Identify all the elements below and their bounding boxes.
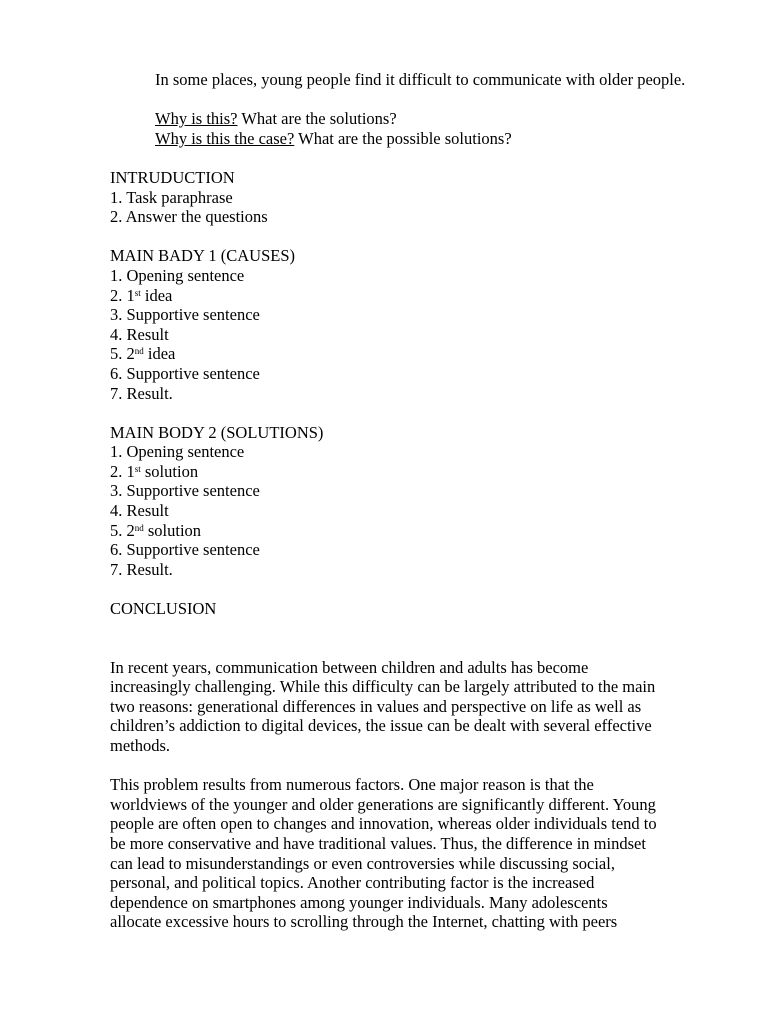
essay-line: allocate excessive hours to scrolling through the Internet, chatting with peers: [110, 912, 618, 932]
outline-item: 6. Supportive sentence: [110, 363, 260, 383]
outline-item: 1. Opening sentence: [110, 442, 245, 462]
outline-item: 1. Task paraphrase: [110, 187, 233, 207]
outline-item: 4. Result: [110, 501, 169, 521]
document-page: [110, 70, 712, 932]
question-rest: What are the possible solutions?: [294, 128, 512, 148]
essay-line: dependence on smartphones among younger individuals. Many adolescents: [110, 892, 608, 912]
question-underlined: Why is this the case?: [155, 128, 295, 148]
outline-item: 2. 1st solution: [110, 461, 199, 481]
main-body-1-outline: [110, 246, 712, 403]
question-line: [110, 109, 712, 129]
question-rest: What are the solutions?: [237, 109, 397, 129]
introduction-outline: [110, 168, 712, 227]
outline-item: 7. Result.: [110, 559, 173, 579]
essay-line: In recent years, communication between children and adults has become: [110, 657, 589, 677]
outline-item: 5. 2nd solution: [110, 520, 202, 540]
essay-line: can lead to misunderstandings or even controversies while discussing social,: [110, 853, 615, 873]
essay-paragraph: [110, 775, 712, 932]
essay-line: be more conservative and have traditional values. Thus, the difference in mindset: [110, 833, 646, 853]
question-line: [110, 129, 712, 149]
essay-line: This problem results from numerous factors. One major reason is that the: [110, 775, 594, 795]
section-heading: CONCLUSION: [110, 599, 217, 619]
section-heading: MAIN BADY 1 (CAUSES): [110, 246, 296, 266]
outline-item: 7. Result.: [110, 383, 173, 403]
outline-item: 2. 1st idea: [110, 285, 173, 305]
essay-line: people are often open to changes and innovation, whereas older individuals tend to: [110, 814, 657, 834]
main-body-2-outline: [110, 423, 712, 580]
outline-item: 3. Supportive sentence: [110, 305, 260, 325]
outline-item: 3. Supportive sentence: [110, 481, 260, 501]
section-heading: MAIN BODY 2 (SOLUTIONS): [110, 422, 324, 442]
essay-line: increasingly challenging. While this difficulty can be largely attributed to the main: [110, 677, 656, 697]
outline-item: 4. Result: [110, 324, 169, 344]
task-prompt: In some places, young people find it difficult to communicate with older people.: [155, 70, 686, 89]
outline-item: 1. Opening sentence: [110, 265, 245, 285]
outline-item: 5. 2nd idea: [110, 344, 176, 364]
essay-line: children’s addiction to digital devices, the issue can be dealt with several effective: [110, 716, 652, 736]
essay-line: worldviews of the younger and older generations are significantly different. Young: [110, 794, 656, 814]
outline-item: 2. Answer the questions: [110, 207, 268, 227]
essay-line: two reasons: generational differences in values and perspective on life as well as: [110, 696, 642, 716]
task-questions: [110, 109, 712, 148]
essay-line: methods.: [110, 736, 171, 755]
essay-line: personal, and political topics. Another contributing factor is the increased: [110, 873, 595, 893]
essay-paragraph: [110, 658, 712, 756]
question-underlined: Why is this?: [155, 109, 238, 129]
section-heading: INTRUDUCTION: [110, 167, 235, 187]
outline-item: 6. Supportive sentence: [110, 540, 260, 560]
